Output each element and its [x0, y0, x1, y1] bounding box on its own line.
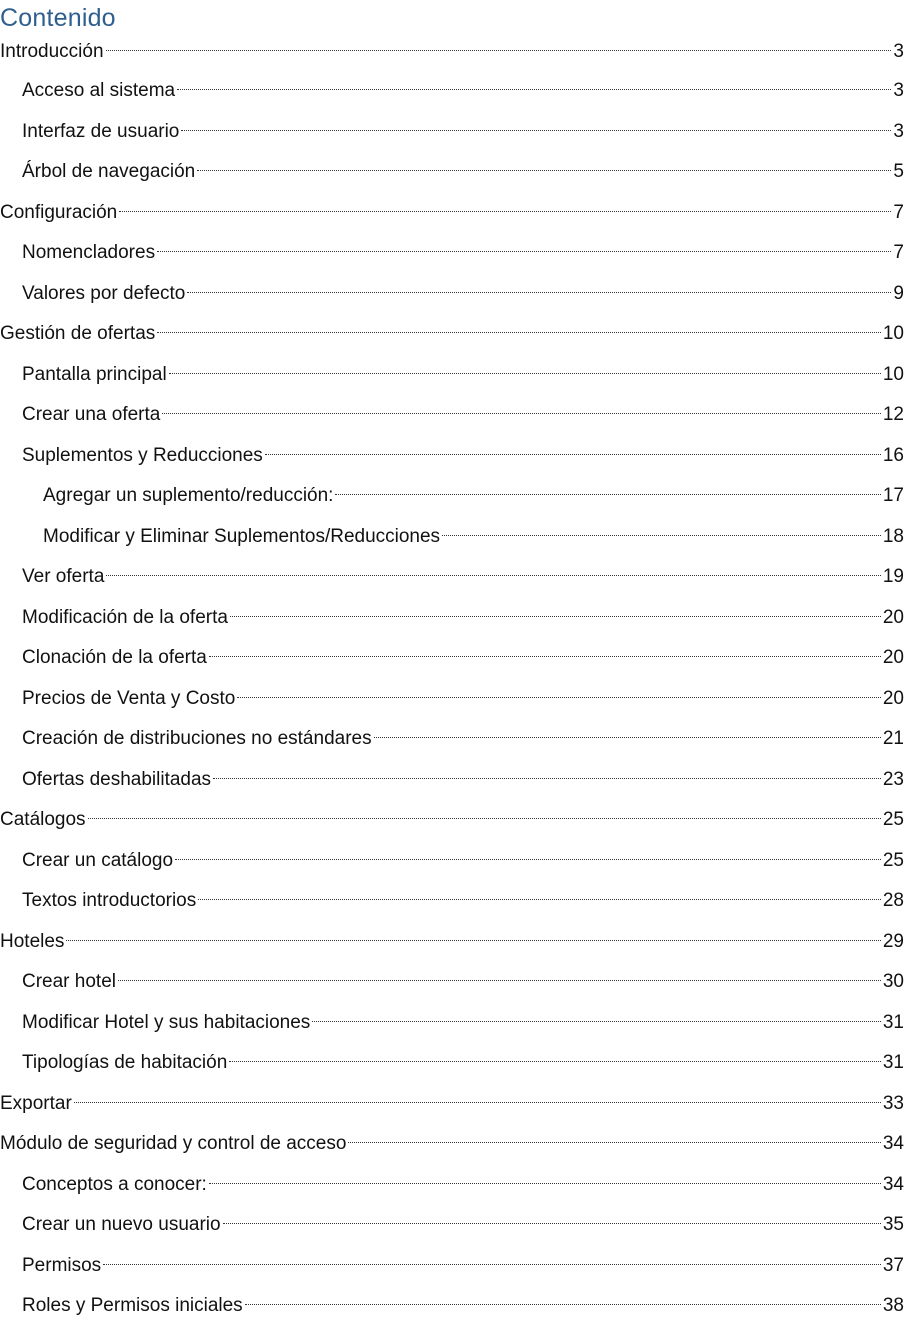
- toc-entry[interactable]: [0, 800, 904, 841]
- toc-entry[interactable]: [0, 557, 904, 598]
- toc-entry[interactable]: [0, 679, 904, 720]
- toc-list: [0, 33, 904, 1327]
- toc-entry-text: Exportar: [0, 1092, 72, 1114]
- toc-entry[interactable]: [0, 638, 904, 679]
- toc-page-number: 37: [882, 1254, 904, 1276]
- toc-entry-text: Nomencladores: [22, 242, 156, 263]
- toc-dot-leader: [230, 616, 881, 617]
- toc-entry-text: Agregar un suplemento/reducción:: [43, 485, 334, 506]
- toc-dot-leader: [312, 1021, 881, 1022]
- toc-dot-leader: [223, 1223, 881, 1224]
- toc-entry-text: Roles y Permisos iniciales: [22, 1295, 243, 1316]
- toc-entry[interactable]: [0, 1205, 904, 1246]
- toc-page-number: 25: [882, 849, 904, 871]
- toc-dot-leader: [74, 1102, 881, 1103]
- toc-dot-leader: [209, 656, 881, 657]
- toc-entry[interactable]: [0, 274, 904, 315]
- toc-entry-text: Crear hotel: [22, 971, 116, 992]
- toc-entry-text: Conceptos a conocer:: [22, 1173, 207, 1195]
- toc-page-number: 20: [882, 647, 904, 668]
- toc-entry[interactable]: [0, 152, 904, 193]
- toc-page-number: 29: [882, 930, 904, 952]
- toc-dot-leader: [209, 1183, 881, 1184]
- toc-page-number: 33: [882, 1092, 904, 1114]
- toc-dot-leader: [162, 413, 881, 414]
- toc-page-number: 31: [882, 1011, 904, 1033]
- toc-dot-leader: [106, 50, 892, 51]
- toc-entry-text: Valores por defecto: [22, 282, 186, 304]
- toc-dot-leader: [442, 535, 881, 536]
- toc-dot-leader: [106, 575, 880, 576]
- toc-dot-leader: [88, 818, 881, 819]
- toc-page-number: 5: [893, 161, 904, 182]
- toc-page-number: 21: [882, 728, 904, 749]
- toc-page-number: 31: [882, 1052, 904, 1073]
- toc-entry-text: Configuración: [0, 201, 118, 223]
- toc-entry[interactable]: [0, 719, 904, 760]
- toc-page-number: 38: [882, 1295, 904, 1316]
- toc-entry-text: Ver oferta: [22, 566, 105, 587]
- toc-entry[interactable]: [0, 881, 904, 922]
- toc-page-number: 28: [882, 890, 904, 911]
- toc-entry[interactable]: [0, 112, 904, 153]
- toc-entry-text: Gestión de ofertas: [0, 323, 156, 344]
- toc-entry[interactable]: [0, 1003, 904, 1044]
- toc-dot-leader: [157, 332, 881, 333]
- toc-entry[interactable]: [0, 962, 904, 1003]
- toc-page-number: 20: [882, 606, 904, 628]
- toc-entry-text: Crear un nuevo usuario: [22, 1214, 221, 1235]
- toc-entry[interactable]: [0, 1246, 904, 1287]
- toc-dot-leader: [66, 940, 880, 941]
- toc-entry[interactable]: [0, 193, 904, 234]
- toc-entry-text: Interfaz de usuario: [22, 120, 180, 142]
- toc-entry[interactable]: [0, 1124, 904, 1165]
- toc-entry[interactable]: [0, 33, 904, 71]
- toc-entry[interactable]: [0, 1043, 904, 1084]
- toc-entry-text: Modificar y Eliminar Suplementos/Reducciones: [43, 525, 441, 547]
- toc-entry-text: Crear una oferta: [22, 404, 161, 425]
- toc-page-number: 12: [882, 404, 904, 425]
- toc-page-number: 7: [893, 242, 904, 263]
- toc-entry-text: Módulo de seguridad y control de acceso: [0, 1133, 347, 1154]
- toc-entry[interactable]: [0, 1084, 904, 1125]
- toc-entry-text: Creación de distribuciones no estándares: [22, 728, 372, 749]
- toc-entry[interactable]: [0, 841, 904, 882]
- toc-entry-text: Precios de Venta y Costo: [22, 687, 236, 709]
- toc-entry[interactable]: [0, 922, 904, 963]
- toc-entry[interactable]: [0, 71, 904, 112]
- toc-entry[interactable]: [0, 1165, 904, 1206]
- toc-page-number: 10: [882, 323, 904, 344]
- toc-entry[interactable]: [0, 395, 904, 436]
- toc-entry-text: Textos introductorios: [22, 890, 197, 911]
- toc-entry[interactable]: [0, 355, 904, 396]
- toc-page-number: 3: [893, 80, 904, 101]
- toc-page-number: 34: [882, 1133, 904, 1154]
- toc-entry-text: Tipologías de habitación: [22, 1052, 228, 1073]
- toc-dot-leader: [197, 170, 891, 171]
- toc-entry-text: Crear un catálogo: [22, 849, 174, 871]
- toc-entry-text: Pantalla principal: [22, 363, 167, 385]
- toc-dot-leader: [187, 292, 891, 293]
- toc-page-number: 9: [893, 282, 904, 304]
- toc-entry-text: Ofertas deshabilitadas: [22, 768, 212, 790]
- toc-entry-text: Árbol de navegación: [22, 161, 196, 182]
- toc-dot-leader: [374, 737, 881, 738]
- toc-title: Contenido: [0, 4, 116, 32]
- toc-entry-text: Suplementos y Reducciones: [22, 444, 263, 466]
- toc-page-number: 16: [882, 444, 904, 466]
- toc-dot-leader: [181, 130, 891, 131]
- toc-entry[interactable]: [0, 436, 904, 477]
- toc-entry[interactable]: [0, 314, 904, 355]
- toc-page-number: 17: [882, 485, 904, 506]
- toc-page-number: 34: [882, 1173, 904, 1195]
- toc-entry-text: Clonación de la oferta: [22, 647, 207, 668]
- toc-entry-text: Acceso al sistema: [22, 80, 176, 101]
- toc-entry-text: Catálogos: [0, 809, 86, 830]
- toc-dot-leader: [213, 778, 881, 779]
- toc-entry-text: Modificar Hotel y sus habitaciones: [22, 1011, 311, 1033]
- toc-entry[interactable]: [0, 760, 904, 801]
- toc-entry-text: Modificación de la oferta: [22, 606, 228, 628]
- toc-dot-leader: [265, 454, 881, 455]
- toc-entry[interactable]: [0, 233, 904, 274]
- toc-dot-leader: [237, 697, 881, 698]
- toc-dot-leader: [119, 211, 891, 212]
- toc-entry[interactable]: [0, 598, 904, 639]
- toc-dot-leader: [229, 1061, 881, 1062]
- toc-page-number: 10: [882, 363, 904, 385]
- toc-dot-leader: [175, 859, 881, 860]
- toc-dot-leader: [245, 1304, 881, 1305]
- toc-entry[interactable]: [0, 476, 904, 517]
- toc-dot-leader: [177, 89, 891, 90]
- toc-dot-leader: [169, 373, 881, 374]
- toc-page-number: 18: [882, 525, 904, 547]
- toc-entry-text: Permisos: [22, 1254, 102, 1276]
- toc-page-number: 7: [893, 201, 904, 223]
- toc-page-number: 35: [882, 1214, 904, 1235]
- toc-entry-text: Hoteles: [0, 930, 65, 952]
- toc-page-number: 3: [893, 41, 904, 62]
- toc-entry-text: Introducción: [0, 41, 104, 62]
- toc-dot-leader: [157, 251, 891, 252]
- toc-entry[interactable]: [0, 517, 904, 558]
- toc-dot-leader: [335, 494, 880, 495]
- toc-page-number: 30: [882, 971, 904, 992]
- toc-dot-leader: [198, 899, 881, 900]
- toc-dot-leader: [118, 980, 881, 981]
- toc-page-number: 3: [893, 120, 904, 142]
- toc-page-number: 23: [882, 768, 904, 790]
- toc-page-number: 25: [882, 809, 904, 830]
- toc-dot-leader: [103, 1264, 881, 1265]
- toc-dot-leader: [348, 1142, 880, 1143]
- toc-entry[interactable]: [0, 1286, 904, 1327]
- toc-page-number: 19: [882, 566, 904, 587]
- toc-page-number: 20: [882, 687, 904, 709]
